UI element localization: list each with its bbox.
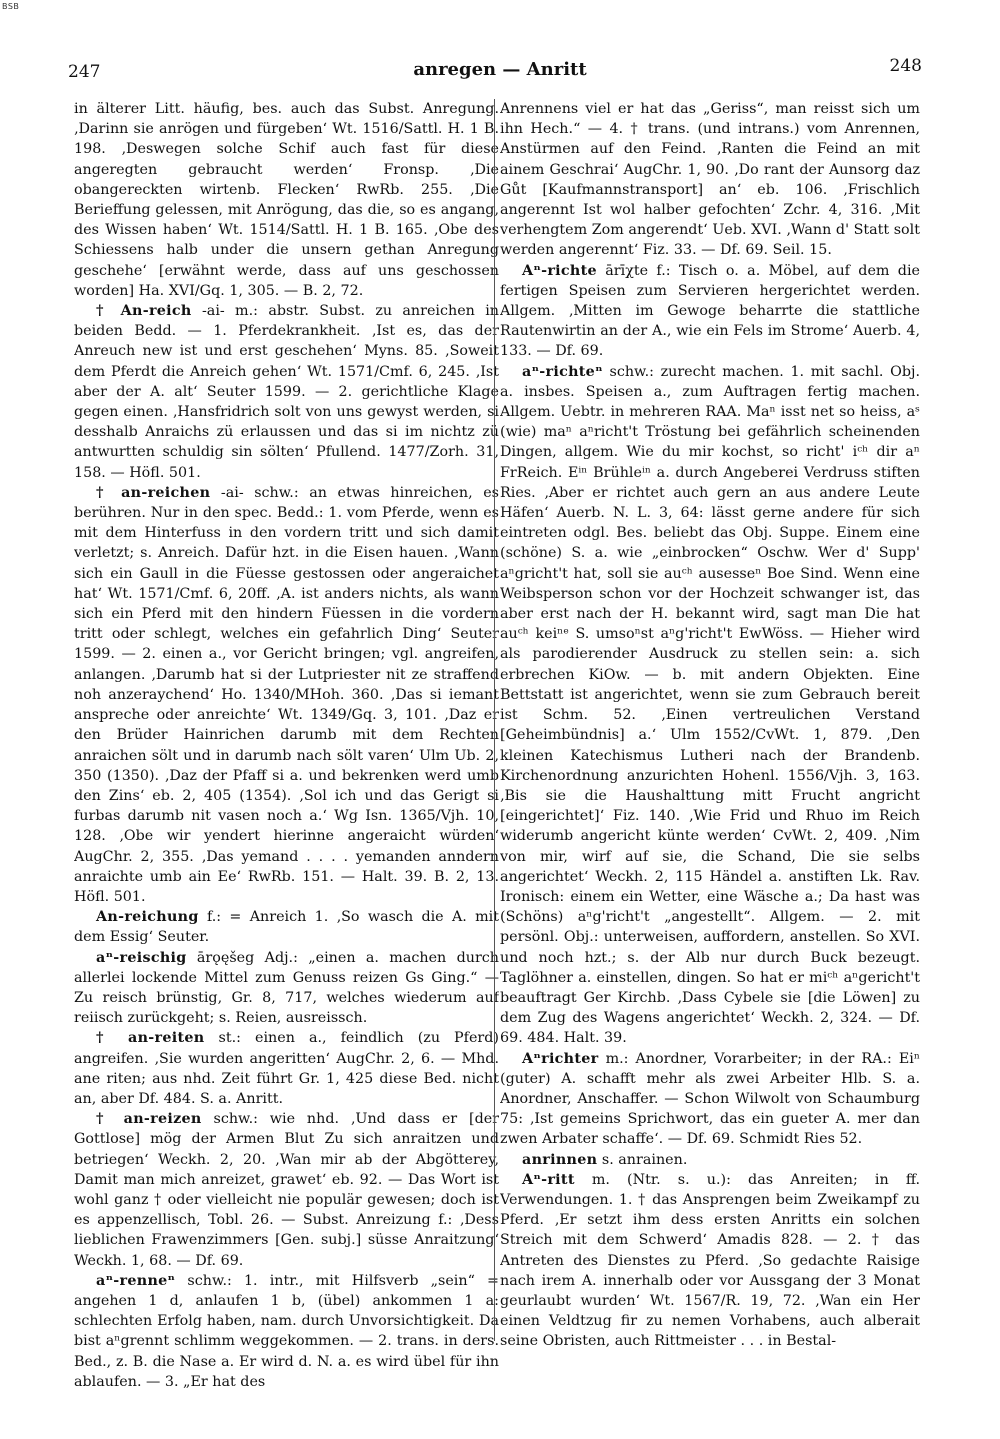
right-column: [500, 99, 920, 1352]
entry-anreizen: † an-reizen schw.: wie nhd. ‚Und dass er [der Gottlose] mög der Armen Blut Zu sich anraitzen und betriegen‘ Weckh. 2, 20. ‚Wan mir ab der Abgötterey, Damit man mich anreizet, grawet‘ eb. 92. — Das Wort ist wohl ganz † oder vielleicht nie populär gewesen; doch ist es appenzellisch, Tobl. 26. — Subst. Anreizung f.: ‚Dess lieblichen Frawenzimmers [Gen. subj.] süsse Anraitzung‘ Weckh. 1, 68. — Df. 69.: [74, 1111, 499, 1269]
entry-anreichung: An-reichung f.: = Anreich 1. ‚So wasch die A. mit dem Essig‘ Seuter.: [74, 909, 499, 946]
column-divider: [494, 99, 495, 1341]
watermark: BSB: [2, 2, 20, 11]
entry-anrichte: Aⁿ-richte ārīχte f.: Tisch o. a. Möbel, auf dem die fertigen Speisen zum Servieren hergerichtet werden. Allgem. ‚Mitten im Gewoge beharrte die stattliche Rautenwirtin an der A., wie ein Fels im Strome‘ Auerb. 4, 133. — Df. 69.: [500, 262, 920, 360]
lemma: Aⁿ-ritt: [522, 1171, 575, 1188]
lemma: † an-reichen: [96, 484, 211, 501]
entry-anrinnen: anrinnen s. anrainen.: [522, 1151, 688, 1168]
entry-anreischig: aⁿ-reischig ārǫęšeg Adj.: „einen a. machen durch allerlei lockende Mittel zum Genuss reizen Gs Ging.“ — Zu reisch brünstig, Gr. 8, 717, welches wiederum auf reiisch zurückgeht; s. Reien, ausreissch.: [74, 949, 499, 1027]
lemma: aⁿ-reischig: [96, 949, 187, 966]
entry-anreiten: † an-reiten st.: einen a., feindlich (zu Pferd) angreifen. ‚Sie wurden angeritten‘ AugChr. 2, 6. — Mhd. ane riten; aus nhd. Zeit führt Gr. 1, 425 diese Bed. nicht an, aber Df. 484. S. a. Anritt.: [74, 1030, 499, 1107]
lemma: † an-reiten: [96, 1030, 205, 1047]
left-column: [74, 99, 499, 1392]
lemma: Aⁿrichter: [522, 1050, 599, 1067]
entry-anreich: † An-reich -ai- m.: abstr. Subst. zu anreichen in beiden Bedd. — 1. Pferdekrankheit. ‚Ist es, das der Anreuch new ist und erst geschehen‘ Myns. 85. ‚Soweit dem Pferdt die Anreich gehen‘ Wt. 1571/Cmf. 6, 245. ‚Ist aber der A. alt‘ Seuter 1599. — 2. gerichtliche Klage gegen einen. ‚Hansfridrich solt von uns gewyst werden, si desshalb Anraichs zü erlaussen und das si im nichtz zü antwurtten schuldig sin sölten‘ Pfullend. 1477/Zorh. 31, 158. — Höfl. 501.: [74, 303, 499, 481]
page-number-right: 248: [889, 56, 922, 76]
entry-anregen-cont: in älterer Litt. häufig, bes. auch das Subst. Anregung. ‚Darinn sie anrögen und fürgeben‘ Wt. 1516/Sattl. H. 1 B. 198. ‚Deswegen solche Schif auch fast für diese angeregten gebraucht werden‘ Fronsp. ‚Die obangereckten wirtenb. Flecken‘ RwRb. 255. ‚Die Berieffung gelessen, mit Anrögung, das die, so es angang, des Wissen haben‘ Wt. 1514/Sattl. H. 1 B. 165. ‚Obe des Schiessens halb under die unsern gethan Anregung geschehe‘ [erwähnt werde, dass auf uns geschossen worden] Ha. XVI/Gq. 1, 305. — B. 2, 72.: [74, 101, 499, 299]
lemma: anrinnen: [522, 1151, 598, 1168]
entry-anrennen: aⁿ-renneⁿ schw.: 1. intr., mit Hilfsverb „sein“ = angehen 1 d, anlaufen 1 b, (übel) ankommen 1 a: schlechten Erfolg haben, nam. durch Unvorsichtigkeit. Da bist aⁿgrennt schlimm weggekommen. — 2. trans. in ders. Bed., z. B. die Nase a. Er wird d. N. a. es wird übel für ihn ablaufen. — 3. „Er hat des: [74, 1272, 499, 1390]
lemma: † An-reich: [96, 303, 192, 320]
entry-anrennen-cont: Anrennens viel er hat das „Geriss“, man reisst sich um ihn Hech.“ — 4. † trans. (und intrans.) vom Anrennen, Anstürmen auf den Feind. ‚Ranten die Feind an mit ainem Geschrai‘ AugChr. 1, 90. ‚Do rant der Aunsorg daz Gůt [Kaufmannstransport] an‘ eb. 106. ‚Frischlich angerennt Ist wol halber gefochten‘ Zchr. 4, 316. ‚Mit verhengtem Zom angerendt‘ Ueb. XVI. ‚Wann d' Statt solt werden angerennt‘ Fiz. 33. — Df. 69. Seil. 15.: [500, 101, 920, 259]
entry-anritt: Aⁿ-ritt m. (Ntr. s. u.): das Anreiten; in ff. Verwendungen. 1. † das Ansprengen beim Zweikampf zu Pferd. ‚Er setzt ihm dess ersten Anritts ein solchen Streich mit dem Schwerd‘ Amadis 828. — 2. † das Antreten des Dienstes zu Pferd. ‚So gedachte Raisige nach irem A. innerhalb oder vor Aussgang der 3 Monat geurlaubt wurden‘ Wt. 1567/R. 19, 72. ‚Wan ein Her einen Veldtzug fir zu nemen Vorhabens, auch alberait seine Obristen, auch Rittmeister . . . in Bestal-: [500, 1171, 920, 1350]
lemma: aⁿ-renneⁿ: [96, 1272, 176, 1289]
entry-anreichen: † an-reichen -ai- schw.: an etwas hinreichen, es berühren. Nur in den spec. Bedd.: 1. vom Pferde, wenn es mit dem Hinterfuss in den vordern tritt und sich damit verletzt; s. Anreich. Dafür hzt. in die Eisen hauen. ‚Wann sich ein Gaull in die Füesse gestossen oder angeraichet hat‘ Wt. 1571/Cmf. 6, 20ff. ‚A. ist anders nichts, als wann sich ein Pferd mit den hindern Füessen in die vordern tritt oder schlegt, welches ein gefahrlich Ding‘ Seuter 1599. — 2. einen a., vor Gericht bringen; vgl. angreifen, anlangen. ‚Darumb hat si der Lutpriester nit ze straffend noh anzeraychend‘ Ho. 1340/MHoh. 360. ‚Das si iemant anspreche oder anreichte‘ Wt. 1349/Gq. 3, 101. ‚Daz er den Brüder Hainrichen darumb mit dem Rechten anraichen sölt und in darumb nach sölt varen‘ Ulm Ub. 2, 350 (1350). ‚Daz der Pfaff si a. und bekrenken werd umb den Zins‘ eb. 2, 405 (1354). ‚Sol ich und das Gerigt si furbas darumb nit vasen noch a.‘ Wg Isn. 1365/Vjh. 10, 128. ‚Obe wir yendert hierinne angeraicht würden‘ AugChr. 2, 355. ‚Das yemand . . . . yemanden anndern anraichte umb ain Ee‘ RwRb. 151. — Halt. 39. B. 2, 13. Höfl. 501.: [74, 484, 499, 905]
running-header: [0, 56, 1000, 86]
lemma: Aⁿ-richte: [522, 262, 597, 279]
entry-anrichter: Aⁿrichter m.: Anordner, Vorarbeiter; in der RA.: Eiⁿ (guter) A. schafft mehr als zwei Arbeiter Hlb. S. a. Anordner, Anschaffer. — Schon Wilwolt von Schaumburg 75: ‚Ist gemeins Sprichwort, das ein gueter A. mer dan zwen Arbater schaffe‘. — Df. 69. Schmidt Ries 52.: [500, 1050, 920, 1148]
page-number-left: 247: [68, 62, 101, 82]
lemma: An-reichung: [96, 909, 199, 926]
lemma: † an-reizen: [96, 1111, 202, 1128]
entry-anrichten: aⁿ-richteⁿ schw.: zurecht machen. 1. mit sachl. Obj. a. insbes. Speisen a., zum Auftragen fertig machen. Allgem. Uebtr. in mehreren RAA. Maⁿ isst net so heiss, aˢ (wie) maⁿ aⁿricht't Tröstung bei gefährlich scheinenden Dingen, allgem. Wie du mir kochst, so richt' iᶜʰ dir aⁿ FrReich. Eⁱⁿ Brühleⁱⁿ a. durch Angeberei Verdruss stiften Ries. ‚Aber er richtet auch gern an aus andere Leute Häfen‘ Auerb. N. L. 3, 64: lässt gerne andere für sich eintreten odgl. Bes. beliebt das Obj. Suppe. Einem eine (schöne) S. a. wie „einbrocken“ Oschw. Wer d' Supp' aⁿgricht't hat, soll sie auᶜʰ ausesseⁿ Boe Sind. Wenn eine Weibsperson schon vor der Hochzeit schwanger ist, das aber erst nach der H. bekannt wird, sagt man Die hat auᶜʰ keiⁿᵉ S. umsoⁿst aⁿg'richt't EwWöss. — Hieher wird als parodierender Ausdruck zu stellen sein: a. sich erbrechen KiOw. — b. mit andern Objekten. Eine Bettstatt ist angerichtet, wenn sie zum Gebrauch bereit ist Schm. 52. ‚Einen vertreulichen Verstand [Geheimbündnis] a.‘ Ulm 1552/CvWt. 1, 879. ‚Den kleinen Katechismus Lutheri nach der Brandenb. Kirchenordnung anzurichten Hohenl. 1556/Vjh. 3, 163. ‚Bis sie die Haushalttung mitt Frucht angricht [eingerichtet]‘ Fiz. 140. ‚Wie Frid und Rhuo im Reich widerumb angericht künte werden‘ CvWt. 2, 409. ‚Nim von mir, wirf auf sie, die Schand, Die sie selbs angerichtet‘ Weckh. 2, 115 Händel a. anstiften Lk. Rav. Ironisch: einem ein Wetter, eine Wäsche a.; Da hast was (Schöns) aⁿg'richt't „angestellt“. Allgem. — 2. mit persönl. Obj.: unterweisen, auffordern, anstellen. So XVI. und noch hzt.; s. der Alb nur durch Buck bezeugt. Taglöhner a. einstellen, dingen. So hat er miᶜʰ aⁿgericht't beauftragt Ger Kirchb. ‚Dass Cybele sie [die Löwen] zu dem Zug des Wagens angerichtet‘ Weckh. 2, 324. — Df. 69. 484. Halt. 39.: [500, 363, 920, 1047]
lemma: aⁿ-richteⁿ: [522, 363, 603, 380]
running-title: anregen — Anritt: [413, 59, 587, 80]
